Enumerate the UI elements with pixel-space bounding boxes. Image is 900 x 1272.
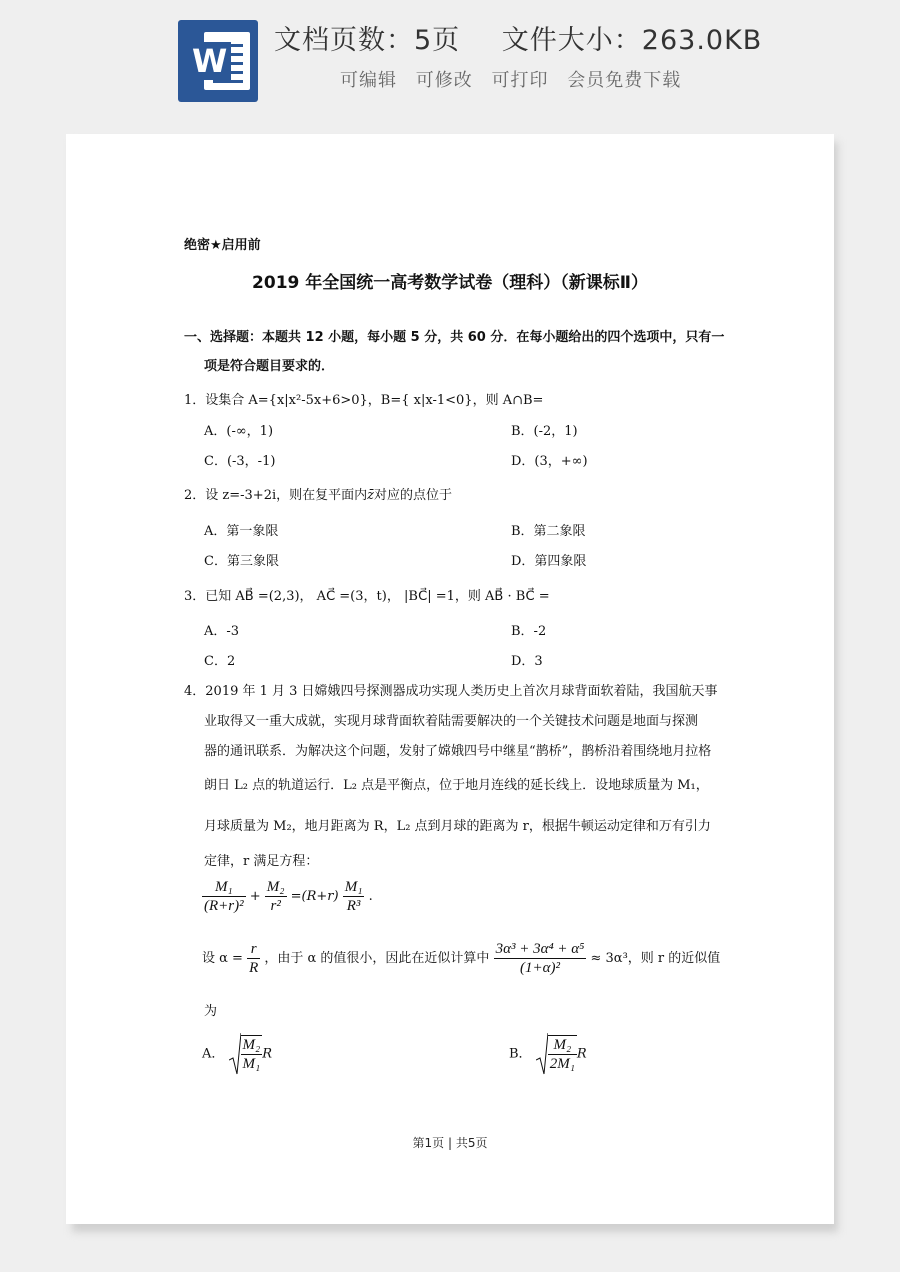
- q4-equation: $\frac{\text{M₁}}{\text{(R+r)²}}$ + $\frac{\text{M₂}}{\text{r²}}$ =(R+r) $\frac{\text{M₁}}{\text{R³}}$ .: [204, 879, 373, 914]
- eq-frac-a: $\frac{\text{M₁}}{\text{(R+r)²}}$: [204, 879, 244, 914]
- q2-stem-after: 对应的点位于: [374, 488, 453, 503]
- feature-list: [340, 66, 681, 92]
- secret-label: 绝密★启用前: [184, 238, 261, 253]
- q1-stem: 1．设集合 A={x|x²-5x+6>0}，B={ x|x-1<0}，则 A∩B=: [184, 393, 544, 408]
- q3-option-a: A．-3: [204, 624, 240, 639]
- doc-info: [274, 18, 762, 57]
- page-footer: 第1页 | 共5页: [412, 1136, 488, 1150]
- doc-pages-label: 文档页数：5页: [274, 25, 461, 56]
- download-header: [0, 0, 900, 120]
- q4-option-b: B． $\frac{\text{M₂}}{\text{2M₁}}$ R: [509, 1032, 587, 1076]
- q4-line-1: 4．2019 年 1 月 3 日嫦娥四号探测器成功实现人类历史上首次月球背面软着陆，我国航天事: [184, 684, 718, 699]
- q2-stem: [184, 484, 452, 503]
- q1-option-b: B．(-2，1): [511, 424, 578, 439]
- file-size-label: 文件大小：263.0KB: [501, 25, 763, 56]
- section-heading: 一、选择题：本题共 12 小题，每小题 5 分，共 60 分．在每小题给出的四个选项中，只有一: [184, 330, 725, 345]
- feature-printable: 可打印: [491, 70, 549, 91]
- alpha-frac: $\frac{r}{R}$: [249, 941, 259, 976]
- q2-option-b: B．第二象限: [511, 524, 586, 539]
- q2-option-a: A．第一象限: [204, 524, 279, 539]
- sqrt-a: $\frac{\text{M₂}}{\text{M₁}}$: [229, 1032, 263, 1076]
- q4-line-4: 朗日 L₂ 点的轨道运行．L₂ 点是平衡点，位于地月连线的延长线上．设地球质量为 M₁，: [204, 778, 709, 793]
- q4-option-a: A． $\frac{\text{M₂}}{\text{M₁}}$ R: [202, 1032, 272, 1076]
- q2-conj: z̄: [367, 488, 374, 503]
- q4-line-last: 为: [204, 1004, 218, 1019]
- feature-modifiable: 可修改: [415, 70, 473, 91]
- q3-stem: 3．已知 AB⃗ =(2,3)， AC⃗ =(3，t)， |BC⃗| =1，则 AB⃗ · BC⃗ =: [184, 589, 550, 604]
- word-document-icon: [178, 20, 258, 102]
- q4-alpha-line: 设 α = $\frac{r}{R}$ ，由于 α 的值很小，因此在近似计算中 $\frac{\text{3α³ + 3α⁴ + α⁵}}{\text{(1+α)²}}$ ≈ 3α³，则 r 的近似值: [202, 941, 721, 976]
- approx-frac: $\frac{\text{3α³ + 3α⁴ + α⁵}}{\text{(1+α)²}}$: [495, 941, 585, 976]
- feature-editable: 可编辑: [340, 70, 397, 91]
- q2-option-d: D．第四象限: [511, 554, 587, 569]
- document-page: [66, 134, 834, 1224]
- word-letter: W: [188, 42, 231, 80]
- q4-line-5: 月球质量为 M₂，地月距离为 R，L₂ 点到月球的距离为 r，根据牛顿运动定律和万有引力: [204, 819, 711, 834]
- q2-stem-before: 2．设 z=-3+2i，则在复平面内: [184, 488, 368, 503]
- q1-option-c: C．(-3，-1): [204, 454, 276, 469]
- q2-option-c: C．第三象限: [204, 554, 279, 569]
- feature-free-download: 会员免费下载: [567, 70, 682, 91]
- q3-option-d: D．3: [511, 654, 543, 669]
- q4-line-6: 定律，r 满足方程：: [204, 854, 319, 869]
- sqrt-b: $\frac{\text{M₂}}{\text{2M₁}}$: [536, 1032, 577, 1076]
- q4-line-3: 器的通讯联系．为解决这个问题，发射了嫦娥四号中继星“鹊桥”，鹊桥沿着围绕地月拉格: [204, 744, 712, 759]
- eq-frac-b: $\frac{\text{M₂}}{\text{r²}}$: [266, 879, 285, 914]
- section-heading-cont: 项是符合题目要求的．: [204, 359, 335, 374]
- q3-option-c: C．2: [204, 654, 236, 669]
- q3-option-b: B．-2: [511, 624, 547, 639]
- eq-frac-c: $\frac{\text{M₁}}{\text{R³}}$: [344, 879, 363, 914]
- q1-option-d: D．(3，+∞): [511, 454, 588, 469]
- page-title: 2019 年全国统一高考数学试卷（理科）（新课标Ⅱ）: [252, 273, 648, 293]
- q1-option-a: A．(-∞，1): [204, 424, 274, 439]
- q4-line-2: 业取得又一重大成就，实现月球背面软着陆需要解决的一个关键技术问题是地面与探测: [204, 714, 699, 729]
